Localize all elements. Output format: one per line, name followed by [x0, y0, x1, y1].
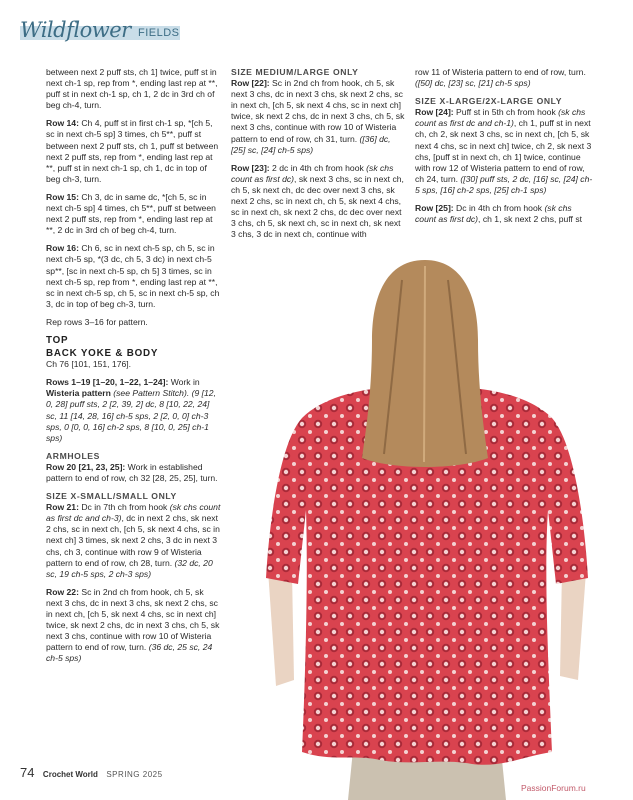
- row-text: , ch 1, puff st in next ch, ch 2, sk next 3 chs, sc in next ch, [ch 5, sk next 4 chs, sc in next ch] twice, ch 2, sk next 3 chs, [puff st in next ch, ch 1] twice, continue with row 12 of Wisteria pattern to end of row, ch 24, turn.: [415, 118, 592, 184]
- row-text: , dc in next 2 chs, sk next 2 chs, sc in next ch, [ch 5, sk next 4 chs, sc in next ch] 3 times, sk next 2 chs, 3 dc in next 3 chs, ch 3, continue with row 9 of Wisteria pattern to end of row, ch 28, turn.: [46, 513, 220, 568]
- right-forearm: [560, 570, 586, 680]
- row-label: Row 22:: [46, 586, 79, 597]
- row-16: [46, 243, 222, 310]
- row-text: Dc in 7th ch from hook: [78, 502, 170, 513]
- row-counts: ([36] dc, [25] sc, [24] ch-5 sps): [231, 133, 391, 155]
- row-23-continued: [415, 67, 593, 89]
- row-label: Row 16:: [46, 243, 79, 254]
- row-counts: ([30] puff sts, 2 dc, [16] sc, [24] ch-5 sps, [16] ch-2 sps, [25] ch-1 sps): [415, 173, 593, 195]
- row-label: Row 14:: [46, 118, 79, 129]
- row-22-ml: [231, 78, 405, 156]
- row-22: [46, 587, 222, 665]
- heading-armholes: ARMHOLES: [46, 450, 100, 461]
- row-15: [46, 192, 222, 236]
- row-text: Sc in 2nd ch from hook, ch 5, sk next 3 chs, dc in next 3 chs, sk next 2 chs, sc in next ch, [ch 5, sk next 4 chs, sc in next ch] twice, sk next 2 chs, dc in next 3 chs, ch 5, sk next 3 chs, continue with row 10 of Wisteria pattern to end of row, ch 31, turn.: [231, 78, 405, 144]
- row-counts: (32 dc, 20 sc, 19 ch-5 sps, 2 ch-3 sps): [46, 557, 213, 579]
- rows-1-19: [46, 377, 222, 444]
- header-script-title: Wildflower: [20, 18, 131, 42]
- row-text: , sk next 3 chs, sc in next ch, ch 5, sk next ch, dc dec over next 3 chs, sk next 2 chs, sc in next ch, ch 5, sk next 4 chs, sc in next ch, sk next 2 chs, dc dec over next 3 chs, ch 5, sk next ch, sc in next ch, sk next 3 chs, 3 dc in next ch, continue with: [231, 173, 404, 240]
- page-number: 74: [20, 765, 35, 780]
- row-note: (sk chs count as first dc and ch-3): [46, 502, 221, 524]
- pattern-name: Wisteria pattern: [46, 388, 111, 399]
- row-text: Work in: [168, 377, 200, 388]
- paragraph-continued: between next 2 puff sts, ch 1] twice, puff st in next ch-1 sp, rep from *, ending last rep at **, puff st in next ch-1 sp, ch 1, 2 dc in 3rd ch of beg ch-4, turn.: [46, 67, 218, 111]
- left-forearm: [268, 570, 294, 686]
- row-note: (sk chs count as first dc): [231, 162, 394, 184]
- repeat-note: Rep rows 3–16 for pattern.: [46, 316, 148, 327]
- row-text: , ch 1, sk next 2 chs, puff st: [478, 214, 583, 225]
- running-header: [20, 18, 180, 48]
- row-text: Ch 4, puff st in first ch-1 sp, *[ch 5, sc in next ch-5 sp] 3 times, ch 5**, puff st between next 2 puff sts, ch 1, puff st between next 2 puff sts, rep from *, ending last rep at **, puff st in next ch-1 sp, ch 1, dc in top of beg ch-3, turn.: [46, 118, 219, 184]
- chain-note: Ch 76 [101, 151, 176].: [46, 359, 132, 370]
- model-back-view-photo: [262, 240, 592, 800]
- header-caps-title: FIELDS: [138, 27, 180, 39]
- issue-label: SPRING 2025: [106, 770, 163, 779]
- heading-size-m-l: SIZE MEDIUM/LARGE ONLY: [231, 67, 359, 77]
- heading-size-xs-s: SIZE X-SMALL/SMALL ONLY: [46, 491, 177, 502]
- row-text: Ch 3, dc in same dc, *[ch 5, sc in next ch-5 sp] 4 times, ch 5**, puff st between next 2 puff sts, rep from *, ending last rep at **, 2 dc in 3rd ch of beg ch-4, turn.: [46, 191, 216, 236]
- magazine-name: Crochet World: [42, 770, 98, 779]
- row-label: Row 20 [21, 23, 25]:: [46, 461, 126, 472]
- row-text: 2 dc in 4th ch from hook: [269, 162, 367, 173]
- row-counts: (36 dc, 25 sc, 24 ch-5 sps): [46, 642, 213, 664]
- row-note: (sk chs count as first dc and ch-1): [415, 107, 586, 129]
- row-label: Row [24]:: [415, 107, 454, 118]
- row-25-xl: [415, 203, 593, 225]
- text-column-1: [46, 67, 222, 672]
- row-label: Row [23]:: [231, 162, 270, 173]
- row-text: Dc in 4th ch from hook: [453, 203, 545, 214]
- heading-top: TOP: [46, 334, 69, 346]
- row-label: Row 21:: [46, 502, 79, 513]
- text-column-3: [415, 67, 593, 232]
- heading-back-yoke: BACK YOKE & BODY: [46, 348, 159, 360]
- row-text: Puff st in 5th ch from hook: [453, 107, 559, 118]
- row-21: [46, 502, 222, 580]
- page-footer: [20, 764, 163, 782]
- row-note: (sk chs count as first dc): [415, 203, 572, 225]
- row-text: Sc in 2nd ch from hook, ch 5, sk next 3 chs, dc in next 3 chs, sk next 2 chs, sc in next ch, [ch 5, sk next 4 chs, sc in next ch] twice, sk next 2 chs, dc in next 3 chs, ch 5, sk next 3 chs, continue with row 10 of Wisteria pattern to end of row, turn.: [46, 586, 220, 653]
- row-23-ml: [231, 163, 405, 241]
- row-24-xl: [415, 107, 593, 196]
- heading-size-xl-2xl: SIZE X-LARGE/2X-LARGE ONLY: [415, 96, 563, 107]
- row-counts: (see Pattern Stitch). (9 [12, 0, 28] puff sts, 2 [2, 39, 2] dc, 8 [10, 22, 24] sc, 11 [14, 28, 16] ch-5 sps, 2 [2, 0, 0] ch-3 sps, 0 [0, 0, 16] ch-2 sps, 8 [10, 0, 25] ch-1 sps): [46, 388, 216, 443]
- row-14: [46, 118, 222, 185]
- row-label: Row 15:: [46, 191, 79, 202]
- row-20: [46, 462, 222, 484]
- row-label: Row [25]:: [415, 203, 454, 214]
- row-text: Work in established pattern to end of row, ch 32 [28, 25, 25], turn.: [46, 461, 218, 483]
- row-text: row 11 of Wisteria pattern to end of row, turn.: [415, 67, 586, 77]
- text-column-2: [231, 67, 405, 247]
- row-text: Ch 6, sc in next ch-5 sp, ch 5, sc in next ch-5 sp, *(3 dc, ch 5, 3 dc) in next ch-5 sp**, [sc in next ch-5 sp, ch 5] 3 times, sc in next ch-5 sp, rep from *, ending last rep at **, sc in next ch-5 sp, ch 5, sc in next ch-5 sp, ch 3, dc in top of beg ch-3, turn.: [46, 243, 220, 309]
- row-label: Row [22]:: [231, 78, 270, 89]
- watermark: PassionForum.ru: [521, 783, 586, 793]
- row-counts: ([50] dc, [23] sc, [21] ch-5 sps): [415, 78, 531, 89]
- row-label: Rows 1–19 [1–20, 1–22, 1–24]:: [46, 377, 169, 388]
